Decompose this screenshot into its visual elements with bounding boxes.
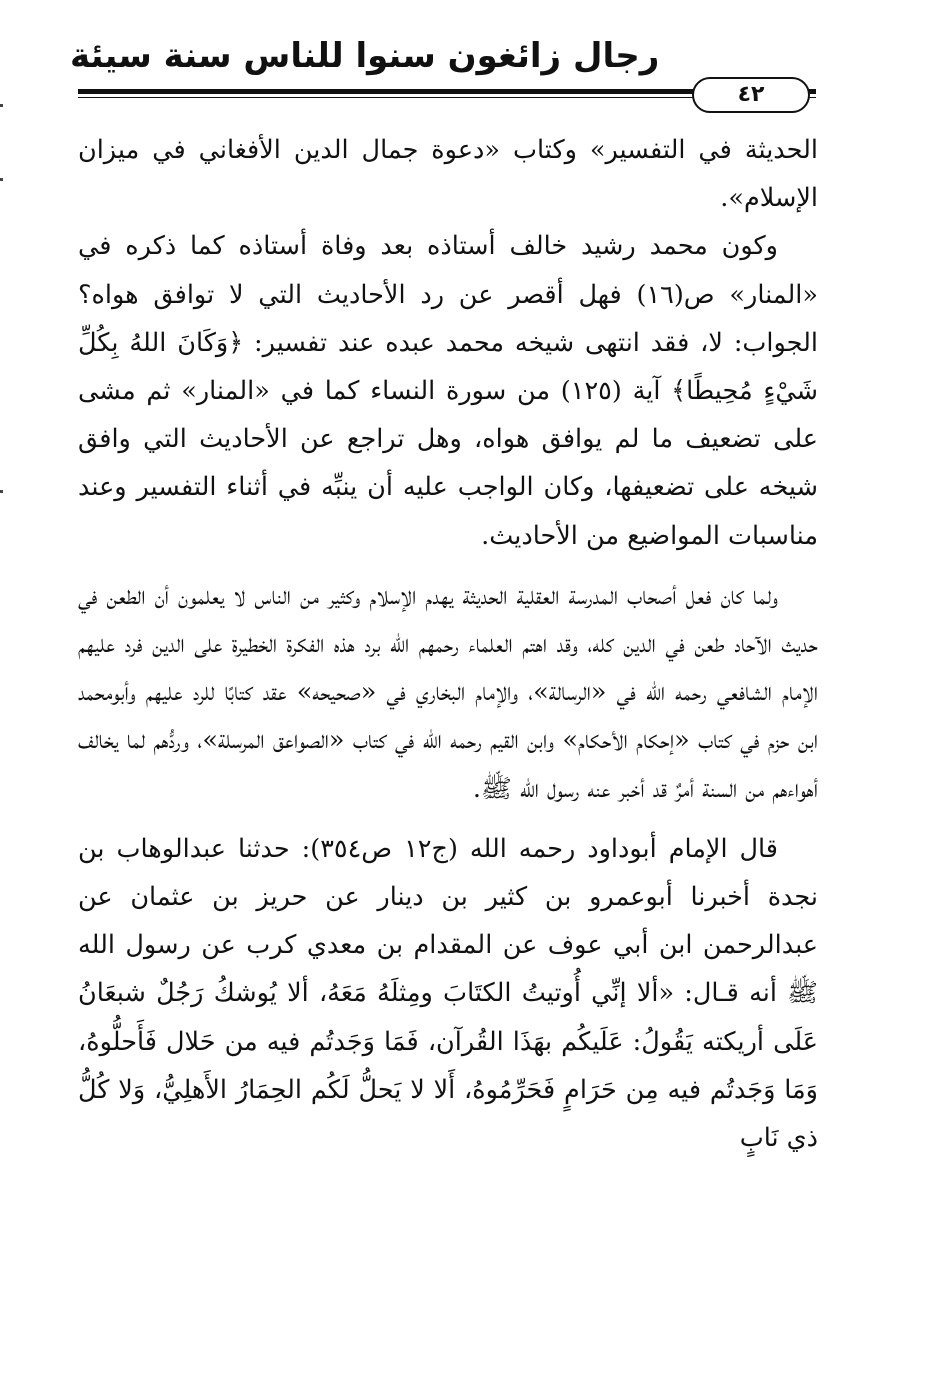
paragraph: ولما كان فعل أصحاب المدرسة العقلية الحديثة يهدم الإسلام وكثير من الناس لا يعلمون أن الطعن في حديث الآحاد طعن في الدين كله، وقد اهتم العلماء رحمهم الله برد هذه الفكرة الخطيرة على الدين فرد عليهم الإمام الشافعي رحمه الله في «الرسالة»، والإمام البخاري في «صحيحه» عقد كتابًا للرد عليهم وأبومحمد ابن حزم في كتاب «إحكام الأحكام» وابن القيم رحمه الله في كتاب «الصواعق المرسلة»، وردُّهم لما يخالف أهواءهم من السنة أمرٌ قد أخبر عنه رسول الله ﷺ. <box>78 580 818 804</box>
scan-margin-mark <box>0 104 3 107</box>
page-number: ٤٢ <box>737 82 765 107</box>
paragraph: الحديثة في التفسير» وكتاب «دعوة جمال الدين الأفغاني في ميزان الإسلام». <box>78 135 818 214</box>
scan-margin-mark <box>0 178 3 181</box>
paragraph: قال الإمام أبوداود رحمه الله (ج١٢ ص٣٥٤): حدثنا عبدالوهاب بن نجدة أخبرنا أبوعمرو بن كثير بن دينار عن حريز بن عثمان عن عبدالرحمن ابن أبي عوف عن المقدام بن معدي كرب عن رسول الله ﷺ أنه قـال: «ألا إنِّي أُوتيتُ الكتَابَ ومِثلَهُ مَعَهُ، ألا يُوشكُ رَجُلٌ شبعَانُ عَلَى أريكته يَقُولُ: عَلَيكُم بهَذَا القُرآن، فَمَا وَجَدتُم فيه من حَلال فَأَحلُّوهُ، وَمَا وَجَدتُم فيه مِن حَرَامٍ فَحَرِّمُوهُ، أَلا لا يَحلُّ لَكُم الحِمَارُ الأَهلِيُّ، وَلا كُلُّ ذي نَابٍ <box>78 833 818 1154</box>
running-title: رجال زائغون سنوا للناس سنة سيئة <box>70 36 660 76</box>
body-text <box>78 126 818 1162</box>
scan-margin-mark <box>0 490 3 493</box>
paragraph: وكون محمد رشيد خالف أستاذه بعد وفاة أستاذه كما ذكره في «المنار» ص(١٦) فهل أقصر عن رد الأحاديث التي لا توافق هواه؟ الجواب: لا، فقد انتهى شيخه محمد عبده عند تفسير: ﴿وَكَانَ اللهُ بِكُلِّ شَيْءٍ مُحِيطًا﴾ آية (١٢٥) من سورة النساء كما في «المنار» ثم مشى على تضعيف ما لم يوافق هواه، وهل تراجع عن الأحاديث التي وافق شيخه على تضعيفها، وكان الواجب عليه أن ينبِّه في أثناء التفسير وعند مناسبات المواضيع من الأحاديث. <box>78 231 818 551</box>
page-number-badge <box>692 77 810 113</box>
